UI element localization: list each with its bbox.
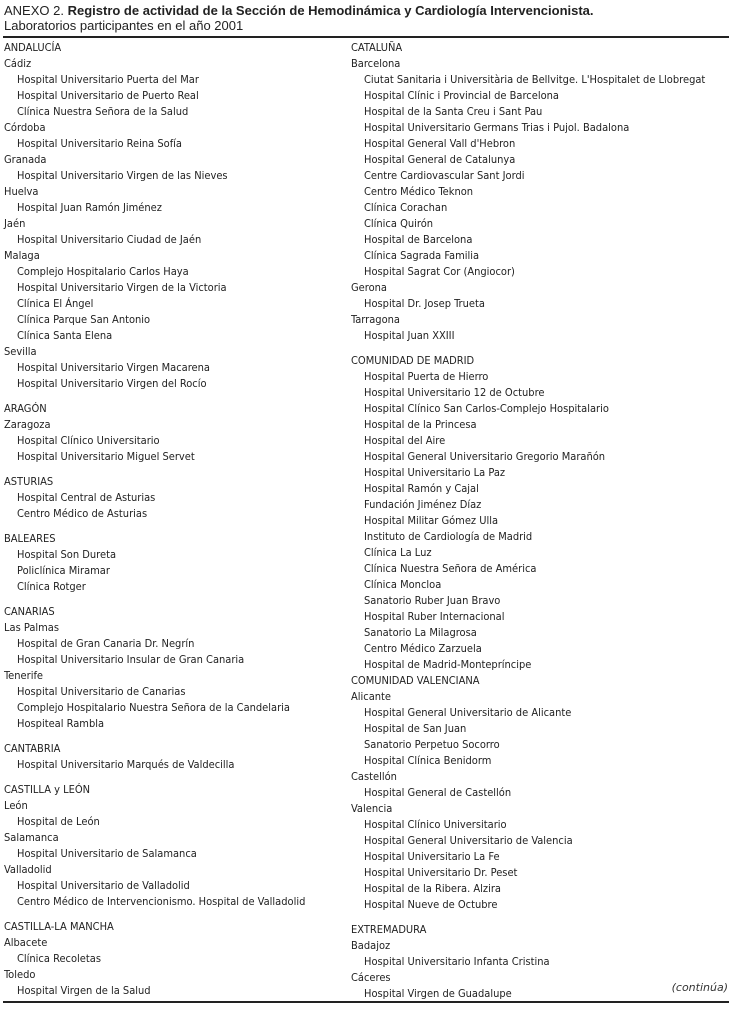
section-spacer (351, 913, 729, 922)
region-title: ARAGÓN (4, 402, 47, 415)
city-name: Huelva (4, 185, 39, 198)
region-title: CASTILLA y LEÓN (4, 783, 91, 796)
hospital-entry: Hospital Universitario de Valladolid (17, 879, 190, 892)
hospital-entry: Hospital Virgen de la Salud (17, 984, 151, 997)
hospital-entry: Hospital de San Juan (364, 722, 467, 735)
hospital-entry: Hospital Universitario Infanta Cristina (364, 955, 550, 968)
hospital-entry: Hospital Dr. Josep Trueta (364, 297, 485, 310)
hospital-entry: Hospital Clínic i Provincial de Barcelona (364, 89, 559, 102)
hospital-entry: Hospital Universitario de Puerto Real (17, 89, 199, 102)
city-name: Badajoz (351, 939, 391, 952)
hospital-entry: Hospital General Universitario de Valencia (364, 834, 573, 847)
hospital-entry: Clínica Sagrada Familia (364, 249, 480, 262)
section-spacer (4, 773, 334, 782)
city-name: Salamanca (4, 831, 59, 844)
hospital-entry: Complejo Hospitalario Carlos Haya (17, 265, 189, 278)
hospital-entry: Hospital Clínico San Carlos-Complejo Hospitalario (364, 402, 609, 415)
hospital-entry: Hospital Universitario 12 de Octubre (364, 386, 545, 399)
hospital-entry: Hospital Ramón y Cajal (364, 482, 479, 495)
hospital-entry: Hospital Central de Asturias (17, 491, 156, 504)
hospital-entry: Hospital Universitario Germans Trias i Pujol. Badalona (364, 121, 630, 134)
hospital-entry: Hospital General Vall d'Hebron (364, 137, 516, 150)
region-section (4, 741, 334, 773)
hospital-entry: Clínica La Luz (364, 546, 432, 559)
hospital-entry: Hospital de la Princesa (364, 418, 477, 431)
hospital-entry: Hospital Universitario Insular de Gran Canaria (17, 653, 245, 666)
hospital-entry: Clínica Nuestra Señora de la Salud (17, 105, 189, 118)
right-column (351, 40, 729, 1002)
hospital-entry: Hospital de Madrid-Montepríncipe (364, 658, 532, 671)
region-title: COMUNIDAD DE MADRID (351, 354, 475, 367)
hospital-entry: Centro Médico de Asturias (17, 507, 148, 520)
hospital-entry: Hospital Virgen de Guadalupe (364, 987, 512, 1000)
city-name: Malaga (4, 249, 40, 262)
region-title: EXTREMADURA (351, 923, 427, 936)
hospital-entry: Ciutat Sanitaria i Universitària de Bellvitge. L'Hospitalet de Llobregat (364, 73, 706, 86)
city-name: Alicante (351, 690, 392, 703)
section-spacer (4, 392, 334, 401)
city-name: Gerona (351, 281, 387, 294)
continued-note: (continúa) (671, 981, 728, 994)
hospital-entry: Centro Médico Zarzuela (364, 642, 482, 655)
hospital-entry: Hospital de León (17, 815, 100, 828)
city-name: Zaragoza (4, 418, 51, 431)
document-header (4, 3, 729, 33)
city-name: Tenerife (4, 669, 44, 682)
hospital-entry: Clínica Rotger (17, 580, 86, 593)
hospital-entry: Sanatorio Perpetuo Socorro (364, 738, 500, 751)
hospital-entry: Hospital Universitario Miguel Servet (17, 450, 195, 463)
city-name: Barcelona (351, 57, 401, 70)
city-name: Jaén (4, 217, 26, 230)
hospital-entry: Hospital Universitario Virgen de las Nieves (17, 169, 228, 182)
hospital-entry: Hospital Clínico Universitario (364, 818, 507, 831)
section-spacer (4, 732, 334, 741)
hospital-entry: Hospital General de Catalunya (364, 153, 516, 166)
hospital-entry: Hospital Son Dureta (17, 548, 117, 561)
hospital-entry: Complejo Hospitalario Nuestra Señora de la Candelaria (17, 701, 290, 714)
hospital-entry: Hospital Militar Gómez Ulla (364, 514, 499, 527)
hospital-entry: Hospital Universitario Virgen del Rocío (17, 377, 207, 390)
region-title: COMUNIDAD VALENCIANA (351, 674, 480, 687)
hospital-entry: Policlínica Miramar (17, 564, 110, 577)
hospital-entry: Clínica Moncloa (364, 578, 442, 591)
hospital-entry: Hospital Clínico Universitario (17, 434, 160, 447)
hospital-entry: Hospital General de Castellón (364, 786, 512, 799)
top-rule (3, 36, 729, 38)
hospital-entry: Clínica Nuestra Señora de América (364, 562, 537, 575)
city-name: Sevilla (4, 345, 37, 358)
hospital-entry: Hospital Universitario La Paz (364, 466, 506, 479)
section-spacer (4, 910, 334, 919)
hospital-entry: Hospital Universitario Puerta del Mar (17, 73, 199, 86)
hospital-entry: Hospital Universitario Ciudad de Jaén (17, 233, 202, 246)
city-name: Tarragona (351, 313, 400, 326)
hospital-entry: Hospital Universitario Reina Sofía (17, 137, 182, 150)
region-title: ANDALUCÍA (4, 41, 62, 54)
city-name: Castellón (351, 770, 397, 783)
hospital-entry: Sanatorio La Milagrosa (364, 626, 477, 639)
region-section (4, 531, 334, 595)
city-name: Granada (4, 153, 47, 166)
city-name: Valencia (351, 802, 393, 815)
hospital-entry: Hospital Universitario Dr. Peset (364, 866, 518, 879)
hospital-entry: Clínica Recoletas (17, 952, 101, 965)
hospital-entry: Hospital Universitario de Canarias (17, 685, 186, 698)
hospital-entry: Hospital Clínica Benidorm (364, 754, 492, 767)
region-title: CANARIAS (4, 605, 55, 618)
hospital-entry: Hospital Nueve de Octubre (364, 898, 498, 911)
region-section (4, 919, 334, 999)
region-title: CANTABRIA (4, 742, 61, 755)
hospital-entry: Clínica El Ángel (17, 297, 94, 310)
hospital-entry: Hospital de Barcelona (364, 233, 473, 246)
section-spacer (4, 522, 334, 531)
hospital-entry: Hospital del Aire (364, 434, 446, 447)
region-title: BALEARES (4, 532, 56, 545)
city-name: Córdoba (4, 121, 46, 134)
hospital-entry: Fundación Jiménez Díaz (364, 498, 482, 511)
region-section (4, 40, 334, 392)
hospital-entry: Sanatorio Ruber Juan Bravo (364, 594, 501, 607)
hospital-entry: Hospital de Gran Canaria Dr. Negrín (17, 637, 195, 650)
hospital-entry: Hospital Universitario Virgen de la Victoria (17, 281, 227, 294)
city-name: León (4, 799, 28, 812)
hospital-entry: Hospital Sagrat Cor (Angiocor) (364, 265, 515, 278)
hospital-entry: Hospital General Universitario de Alicante (364, 706, 572, 719)
region-section (4, 604, 334, 732)
region-section (351, 673, 729, 913)
region-section (4, 474, 334, 522)
annex-title: Registro de actividad de la Sección de Hemodinámica y Cardiología Intervencionista. (67, 3, 594, 18)
hospital-entry: Hospital Universitario Marqués de Valdecilla (17, 758, 235, 771)
region-title: CASTILLA-LA MANCHA (4, 920, 114, 933)
annex-label: ANEXO 2. (4, 3, 64, 18)
title-line-1 (4, 3, 729, 18)
bottom-rule (3, 1001, 729, 1003)
section-spacer (4, 595, 334, 604)
hospital-entry: Hospital Universitario de Salamanca (17, 847, 197, 860)
city-name: Albacete (4, 936, 48, 949)
hospital-entry: Hospital Universitario La Fe (364, 850, 500, 863)
region-section (4, 782, 334, 910)
city-name: Valladolid (4, 863, 52, 876)
city-name: Toledo (4, 968, 36, 981)
hospital-entry: Hospital General Universitario Gregorio Marañón (364, 450, 606, 463)
hospital-entry: Centre Cardiovascular Sant Jordi (364, 169, 525, 182)
region-title: ASTURIAS (4, 475, 54, 488)
hospital-entry: Hospital Universitario Virgen Macarena (17, 361, 210, 374)
hospital-entry: Centro Médico de Intervencionismo. Hospital de Valladolid (17, 895, 306, 908)
hospital-entry: Hospital Juan XXIII (364, 329, 455, 342)
hospital-entry: Clínica Quirón (364, 217, 434, 230)
section-spacer (4, 465, 334, 474)
left-column (4, 40, 334, 999)
hospital-entry: Hospital Puerta de Hierro (364, 370, 489, 383)
section-spacer (351, 344, 729, 353)
hospital-entry: Hospital Ruber Internacional (364, 610, 505, 623)
city-name: Las Palmas (4, 621, 60, 634)
hospital-entry: Hospital de la Santa Creu i Sant Pau (364, 105, 543, 118)
hospital-entry: Clínica Corachan (364, 201, 448, 214)
hospital-entry: Instituto de Cardiología de Madrid (364, 530, 533, 543)
hospital-entry: Hospital Juan Ramón Jiménez (17, 201, 162, 214)
region-title: CATALUÑA (351, 41, 403, 54)
city-name: Cáceres (351, 971, 391, 984)
region-section (351, 40, 729, 344)
hospital-entry: Clínica Parque San Antonio (17, 313, 151, 326)
region-section (4, 401, 334, 465)
annex-subtitle: Laboratorios participantes en el año 2001 (4, 18, 244, 33)
city-name: Cádiz (4, 57, 32, 70)
hospital-entry: Hospital de la Ribera. Alzira (364, 882, 502, 895)
hospital-entry: Hospiteal Rambla (17, 717, 105, 730)
hospital-entry: Centro Médico Teknon (364, 185, 474, 198)
region-section (351, 353, 729, 673)
hospital-entry: Clínica Santa Elena (17, 329, 113, 342)
